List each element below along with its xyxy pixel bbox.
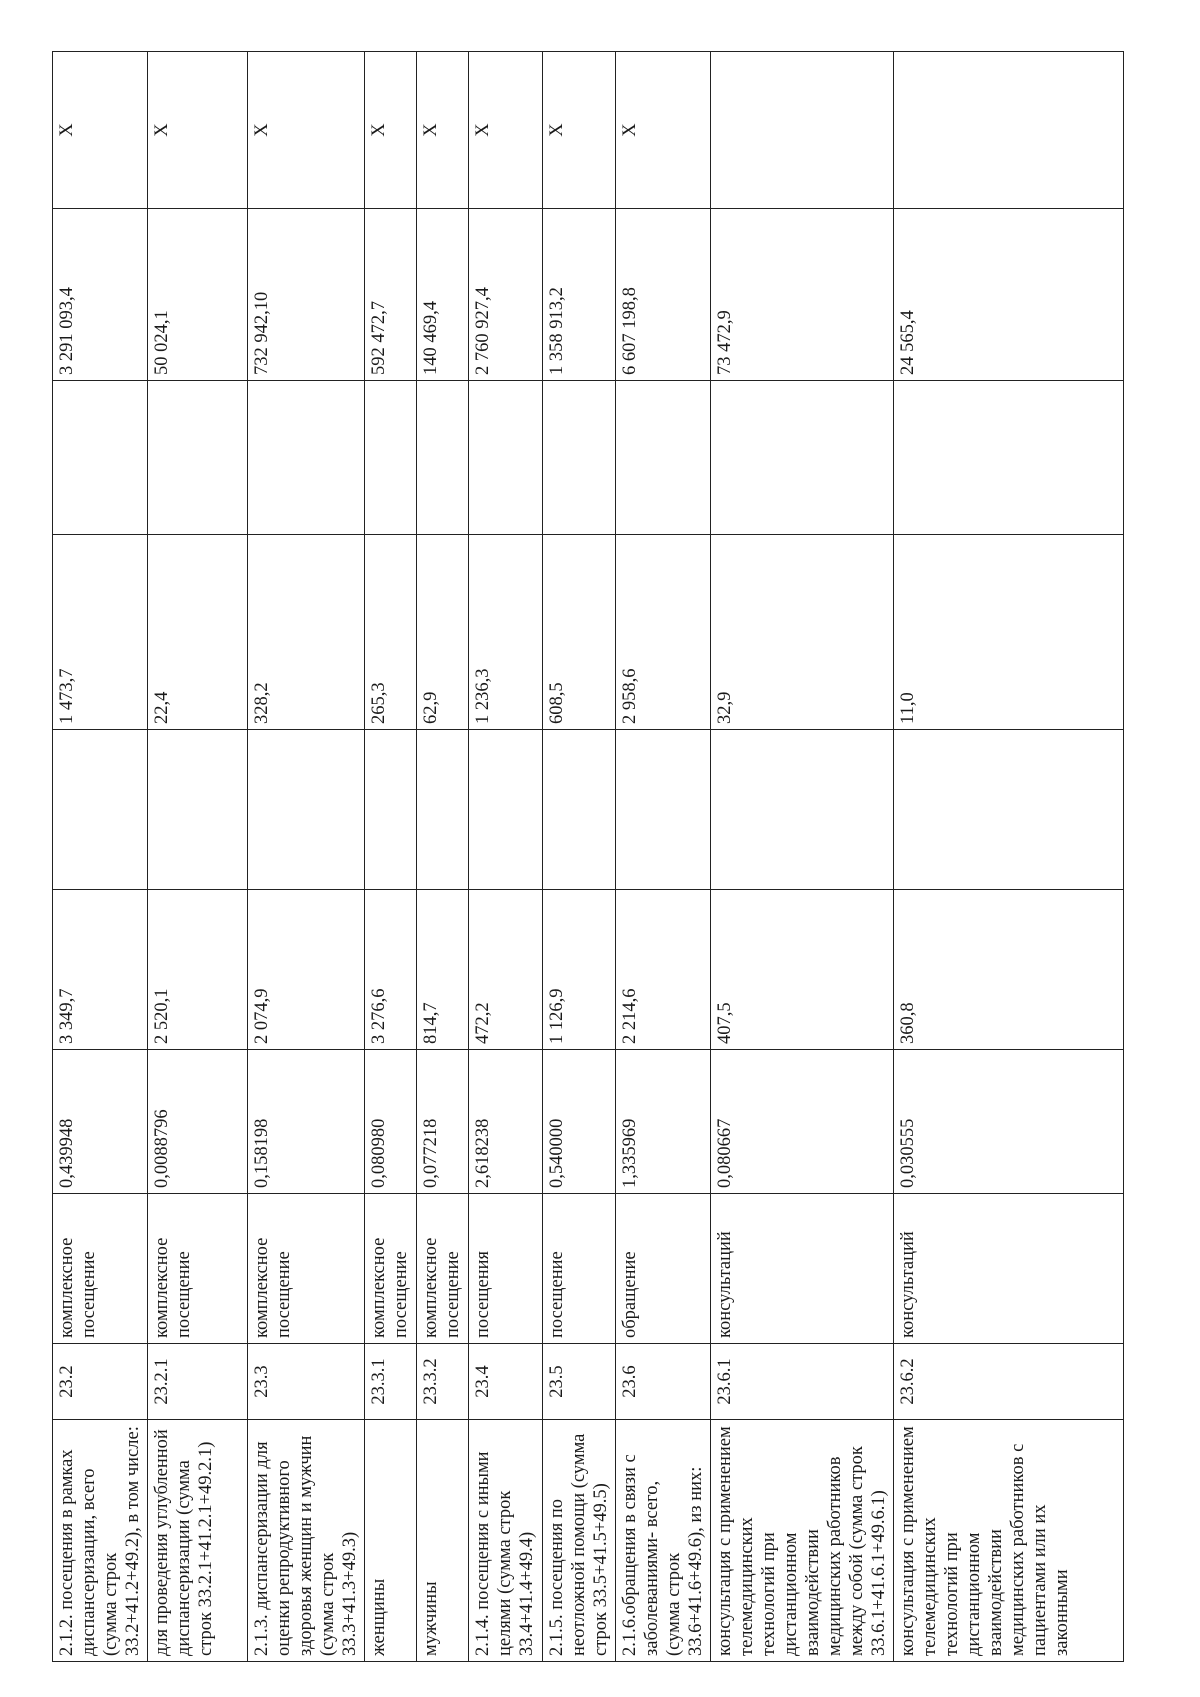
table-body	[53, 52, 1124, 1662]
row-empty-cell	[417, 381, 469, 535]
row-unit-cell: посещения	[469, 1194, 543, 1344]
row-total-cell: 2 760 927,4	[469, 209, 543, 381]
row-empty-cell	[417, 730, 469, 890]
row-mark-cell: X	[616, 52, 711, 209]
table-row	[616, 52, 711, 1662]
row-mark-cell: X	[543, 52, 616, 209]
row-mark-cell: X	[469, 52, 543, 209]
table-row	[469, 52, 543, 1662]
row-total-cell: 732 942,10	[248, 209, 365, 381]
row-cost-cell: 3 349,7	[53, 890, 148, 1050]
tariff-table	[52, 51, 1124, 1662]
row-norm-cell: 2,618238	[469, 1050, 543, 1194]
row-cost-cell: 2 074,9	[248, 890, 365, 1050]
row-code-cell: 23.2	[53, 1344, 148, 1420]
row-empty-cell	[543, 381, 616, 535]
row-empty-cell	[365, 381, 417, 535]
row-cost-cell: 360,8	[894, 890, 1124, 1050]
rotated-page	[52, 52, 1092, 1662]
row-code-cell: 23.3.1	[365, 1344, 417, 1420]
row-empty-cell	[894, 730, 1124, 890]
row-mark-cell	[711, 52, 894, 209]
row-unit-cell: консультаций	[894, 1194, 1124, 1344]
row-name-cell: женщины	[365, 1420, 417, 1662]
row-unit-cell: комплексное посещение	[148, 1194, 248, 1344]
row-empty-cell	[711, 381, 894, 535]
row-per-capita-cell: 11,0	[894, 535, 1124, 730]
row-name-cell: 2.1.2. посещения в рамках диспансеризации, всего (сумма строк 33.2+41.2+49.2), в том числе:	[53, 1420, 148, 1662]
row-code-cell: 23.3	[248, 1344, 365, 1420]
row-norm-cell: 0,080980	[365, 1050, 417, 1194]
row-unit-cell: посещение	[543, 1194, 616, 1344]
row-code-cell: 23.6	[616, 1344, 711, 1420]
row-norm-cell: 0,080667	[711, 1050, 894, 1194]
row-mark-cell: X	[148, 52, 248, 209]
row-unit-cell: обращение	[616, 1194, 711, 1344]
row-total-cell: 140 469,4	[417, 209, 469, 381]
row-empty-cell	[248, 730, 365, 890]
row-per-capita-cell: 328,2	[248, 535, 365, 730]
row-mark-cell: X	[53, 52, 148, 209]
row-empty-cell	[543, 730, 616, 890]
row-unit-cell: консультаций	[711, 1194, 894, 1344]
table-row	[894, 52, 1124, 1662]
table-row	[248, 52, 365, 1662]
row-empty-cell	[616, 381, 711, 535]
row-empty-cell	[53, 381, 148, 535]
row-name-cell: консультация с применением телемедицинских технологий при дистанционном взаимодействии медицинских работников с пациентами или их законными	[894, 1420, 1124, 1662]
row-cost-cell: 407,5	[711, 890, 894, 1050]
table-row	[148, 52, 248, 1662]
row-name-cell: 2.1.3. диспансеризации для оценки репродуктивного здоровья женщин и мужчин (сумма строк 33.3+41.3+49.3)	[248, 1420, 365, 1662]
table-row	[711, 52, 894, 1662]
row-unit-cell: комплексное посещение	[417, 1194, 469, 1344]
row-norm-cell: 0,540000	[543, 1050, 616, 1194]
row-norm-cell: 1,335969	[616, 1050, 711, 1194]
table-row	[417, 52, 469, 1662]
row-cost-cell: 814,7	[417, 890, 469, 1050]
row-code-cell: 23.5	[543, 1344, 616, 1420]
row-code-cell: 23.6.2	[894, 1344, 1124, 1420]
row-total-cell: 3 291 093,4	[53, 209, 148, 381]
row-code-cell: 23.4	[469, 1344, 543, 1420]
row-empty-cell	[148, 381, 248, 535]
row-mark-cell	[894, 52, 1124, 209]
row-per-capita-cell: 1 473,7	[53, 535, 148, 730]
row-total-cell: 592 472,7	[365, 209, 417, 381]
row-cost-cell: 2 520,1	[148, 890, 248, 1050]
row-empty-cell	[148, 730, 248, 890]
row-name-cell: 2.1.6.обращения в связи с заболеваниями- всего, (сумма строк 33.6+41.6+49.6), из них:	[616, 1420, 711, 1662]
row-total-cell: 6 607 198,8	[616, 209, 711, 381]
row-per-capita-cell: 608,5	[543, 535, 616, 730]
row-norm-cell: 0,077218	[417, 1050, 469, 1194]
row-cost-cell: 1 126,9	[543, 890, 616, 1050]
row-per-capita-cell: 32,9	[711, 535, 894, 730]
row-empty-cell	[469, 381, 543, 535]
row-cost-cell: 2 214,6	[616, 890, 711, 1050]
row-empty-cell	[711, 730, 894, 890]
row-norm-cell: 0,0088796	[148, 1050, 248, 1194]
row-name-cell: мужчины	[417, 1420, 469, 1662]
row-mark-cell: X	[417, 52, 469, 209]
row-code-cell: 23.2.1	[148, 1344, 248, 1420]
row-unit-cell: комплексное посещение	[53, 1194, 148, 1344]
row-norm-cell: 0,030555	[894, 1050, 1124, 1194]
row-code-cell: 23.6.1	[711, 1344, 894, 1420]
row-per-capita-cell: 2 958,6	[616, 535, 711, 730]
row-total-cell: 50 024,1	[148, 209, 248, 381]
row-name-cell: 2.1.4. посещения с иными целями (сумма строк 33.4+41.4+49.4)	[469, 1420, 543, 1662]
row-total-cell: 73 472,9	[711, 209, 894, 381]
row-unit-cell: комплексное посещение	[248, 1194, 365, 1344]
row-per-capita-cell: 1 236,3	[469, 535, 543, 730]
row-total-cell: 24 565,4	[894, 209, 1124, 381]
row-empty-cell	[248, 381, 365, 535]
row-per-capita-cell: 22,4	[148, 535, 248, 730]
row-norm-cell: 0,439948	[53, 1050, 148, 1194]
row-per-capita-cell: 265,3	[365, 535, 417, 730]
row-mark-cell: X	[365, 52, 417, 209]
row-per-capita-cell: 62,9	[417, 535, 469, 730]
row-empty-cell	[616, 730, 711, 890]
row-cost-cell: 472,2	[469, 890, 543, 1050]
row-empty-cell	[894, 381, 1124, 535]
row-cost-cell: 3 276,6	[365, 890, 417, 1050]
table-row	[543, 52, 616, 1662]
row-empty-cell	[469, 730, 543, 890]
row-empty-cell	[365, 730, 417, 890]
row-total-cell: 1 358 913,2	[543, 209, 616, 381]
row-name-cell: консультация с применением телемедицинских технологий при дистанционном взаимодействии медицинских работников между собой (сумма строк 33.6.1+41.6.1+49.6.1)	[711, 1420, 894, 1662]
table-row	[53, 52, 148, 1662]
table-row	[365, 52, 417, 1662]
row-unit-cell: комплексное посещение	[365, 1194, 417, 1344]
row-mark-cell: X	[248, 52, 365, 209]
row-code-cell: 23.3.2	[417, 1344, 469, 1420]
row-name-cell: 2.1.5. посещения по неотложной помощи (сумма строк 33.5+41.5+49.5)	[543, 1420, 616, 1662]
row-empty-cell	[53, 730, 148, 890]
row-norm-cell: 0,158198	[248, 1050, 365, 1194]
row-name-cell: для проведения углубленной диспансеризации (сумма строк 33.2.1+41.2.1+49.2.1)	[148, 1420, 248, 1662]
